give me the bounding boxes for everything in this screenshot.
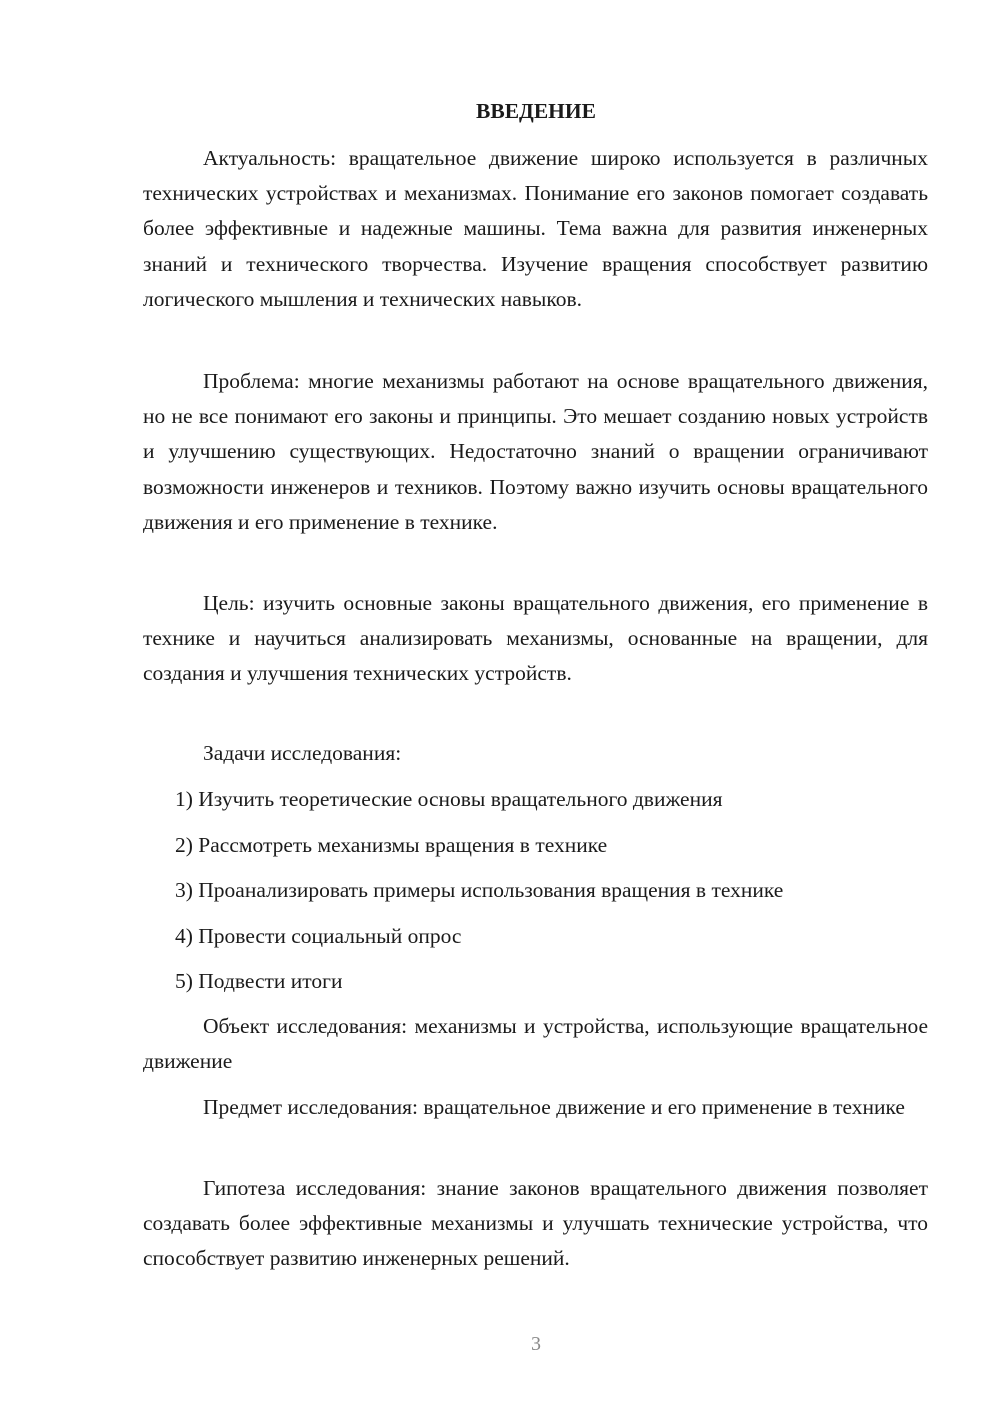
paragraph-hypothesis: Гипотеза исследования: знание законов вращательного движения позволяет создавать более эффективные механизмы и улучшать технические устройства, что способствует развитию инженерных решений. <box>143 1176 928 1271</box>
paragraph-relevance: Актуальность: вращательное движение широко используется в различных технических устройствах и механизмах. Понимание его законов помогает создавать более эффективные и надежные машины. Тема важна для развития инженерных знаний и технического творчества. Изучение вращения способствует развитию логического мышления и технических навыков. <box>143 146 928 311</box>
paragraph-problem-block <box>143 364 928 540</box>
tasks-heading-block <box>143 736 928 771</box>
paragraph-relevance-block <box>143 141 928 317</box>
tasks-list-block <box>143 782 928 1010</box>
paragraph-goal: Цель: изучить основные законы вращательного движения, его применение в технике и научиться анализировать механизмы, основанные на вращении, для создания и улучшения технических устройств. <box>143 591 928 686</box>
tasks-heading: Задачи исследования: <box>203 741 402 765</box>
paragraph-problem: Проблема: многие механизмы работают на основе вращательного движения, но не все понимают его законы и принципы. Это мешает созданию новых устройств и улучшению существующих. Недостаточно знаний о вращении ограничивают возможности инженеров и техников. Поэтому важно изучить основы вращательного движения и его применение в технике. <box>143 369 928 534</box>
list-item: 5) Подвести итоги <box>175 969 343 993</box>
paragraph-object: Объект исследования: механизмы и устройства, использующие вращательное движение <box>143 1014 928 1074</box>
paragraph-hypothesis-block <box>143 1171 928 1277</box>
tasks-list <box>143 782 928 1010</box>
list-item: 4) Провести социальный опрос <box>175 923 462 948</box>
paragraph-goal-block <box>143 586 928 692</box>
list-item: 2) Рассмотреть механизмы вращения в технике <box>175 832 608 857</box>
paragraph-subject: Предмет исследования: вращательное движение и его применение в технике <box>203 1095 905 1119</box>
list-item: 1) Изучить теоретические основы вращательного движения <box>175 787 723 811</box>
page-title: ВВЕДЕНИЕ <box>476 99 596 123</box>
list-item: 3) Проанализировать примеры использования вращения в технике <box>175 878 784 902</box>
page-number: 3 <box>531 1333 541 1355</box>
paragraph-subject-block <box>143 1090 928 1125</box>
paragraph-object-block <box>143 1009 928 1079</box>
